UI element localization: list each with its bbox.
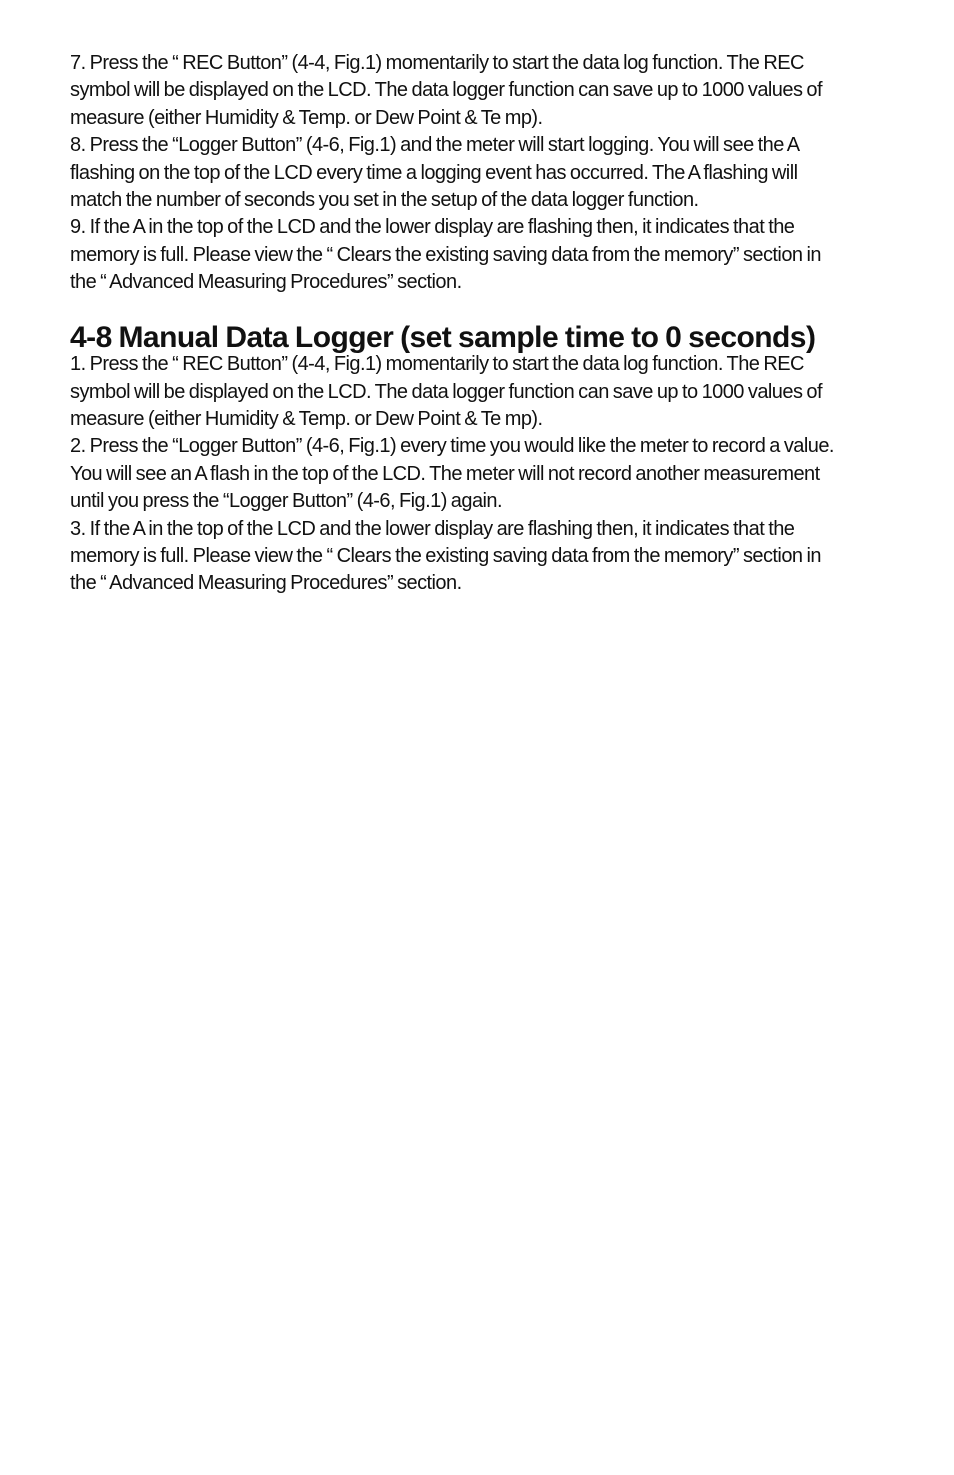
text-line: the “ Advanced Measuring Procedures” section. bbox=[70, 271, 462, 294]
text-line: 1. Press the “ REC Button” (4-4, Fig.1) momentarily to start the data log function. The REC bbox=[70, 353, 804, 376]
text-line: the “ Advanced Measuring Procedures” section. bbox=[70, 572, 462, 595]
text-line: 3. If the A in the top of the LCD and the lower display are flashing then, it indicates that the bbox=[70, 517, 795, 540]
text-line: until you press the “Logger Button” (4-6, Fig.1) again. bbox=[70, 490, 503, 513]
step-8-paragraph bbox=[70, 132, 910, 214]
section-auto-logger-steps bbox=[70, 50, 910, 297]
text-line: 8. Press the “Logger Button” (4-6, Fig.1) and the meter will start logging. You will see the A bbox=[70, 134, 800, 157]
section-manual-data-logger bbox=[70, 320, 910, 598]
step-9-paragraph bbox=[70, 214, 910, 296]
text-line: memory is full. Please view the “ Clears the existing saving data from the memory” section in bbox=[70, 243, 821, 266]
step-1-paragraph bbox=[70, 351, 910, 433]
text-line: 9. If the A in the top of the LCD and the lower display are flashing then, it indicates that the bbox=[70, 216, 795, 239]
step-2-paragraph bbox=[70, 433, 910, 515]
section-heading: 4-8 Manual Data Logger (set sample time to 0 seconds) bbox=[70, 320, 816, 354]
text-line: symbol will be displayed on the LCD. The data logger function can save up to 1000 values of bbox=[70, 380, 822, 403]
text-line: 2. Press the “Logger Button” (4-6, Fig.1) every time you would like the meter to record a value. bbox=[70, 435, 834, 458]
text-line: flashing on the top of the LCD every time a logging event has occurred. The A flashing will bbox=[70, 161, 798, 184]
text-line: symbol will be displayed on the LCD. The data logger function can save up to 1000 values of bbox=[70, 79, 822, 102]
step-7-paragraph bbox=[70, 50, 910, 132]
text-line: memory is full. Please view the “ Clears the existing saving data from the memory” section in bbox=[70, 545, 821, 568]
paragraph-spacer bbox=[70, 297, 910, 324]
text-line: measure (either Humidity & Temp. or Dew Point & Te mp). bbox=[70, 408, 543, 431]
text-line: match the number of seconds you set in the setup of the data logger function. bbox=[70, 188, 699, 211]
text-line: 7. Press the “ REC Button” (4-4, Fig.1) momentarily to start the data log function. The REC bbox=[70, 52, 804, 74]
text-line: measure (either Humidity & Temp. or Dew Point & Te mp). bbox=[70, 106, 543, 129]
document-page bbox=[70, 50, 910, 598]
text-line: You will see an A flash in the top of the LCD. The meter will not record another measurement bbox=[70, 462, 820, 485]
step-3-paragraph bbox=[70, 516, 910, 598]
